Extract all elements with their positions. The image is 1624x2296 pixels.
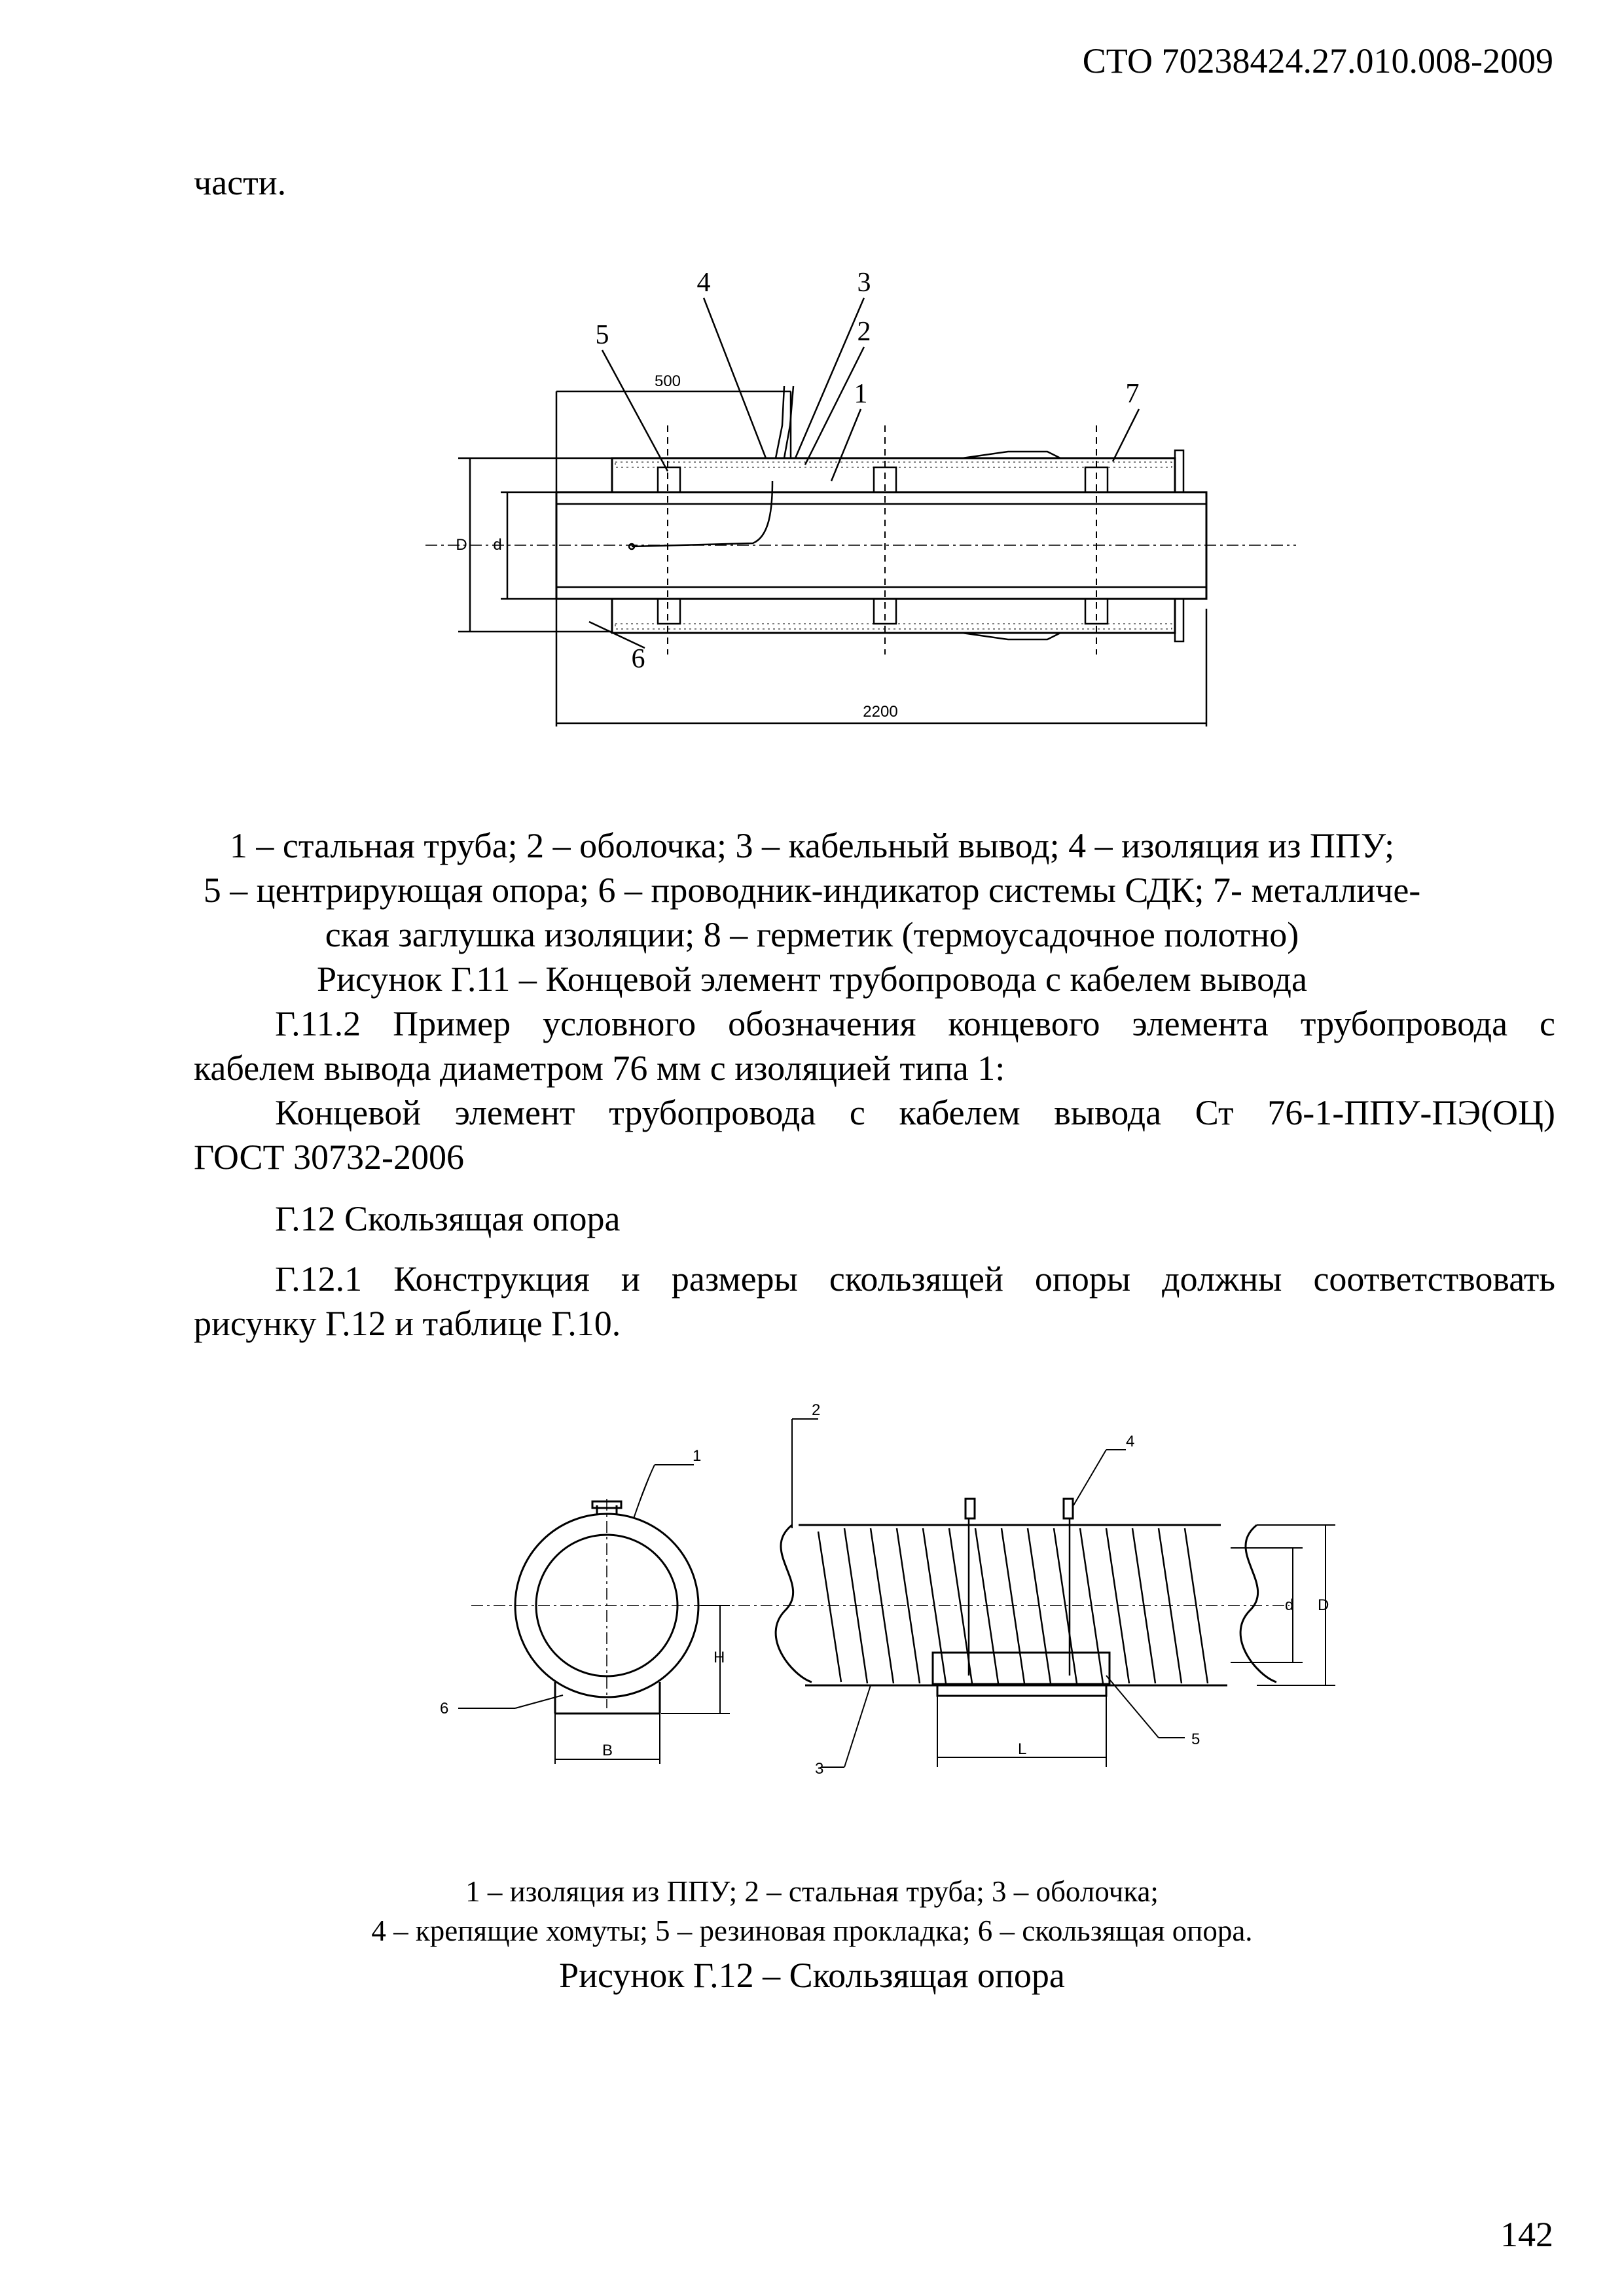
document-code-header: СТО 70238424.27.010.008-2009 (1082, 41, 1553, 81)
fig11-legend-line-2: 5 – центрирующая опора; 6 – проводник-индикатор системы СДК; 7- металличе- (203, 870, 1421, 910)
fig12-callout-5: 5 (1191, 1731, 1200, 1748)
fig11-dim-d: d (493, 536, 502, 554)
fig12-dim-B: B (602, 1742, 613, 1759)
para-g112-line-2: кабелем вывода диаметром 76 мм с изоляцией типа 1: (194, 1049, 1005, 1088)
fig12-callout-1: 1 (693, 1447, 702, 1465)
para-example-line-1: Концевой элемент трубопровода с кабелем вывода Ст 76-1-ППУ-ПЭ(ОЦ) (275, 1093, 1555, 1132)
fig11-legend-line-1: 1 – стальная труба; 2 – оболочка; 3 – кабельный вывод; 4 – изоляция из ППУ; (229, 826, 1395, 865)
fig11-dim-500: 500 (654, 372, 681, 390)
fig12-dim-H: H (713, 1649, 725, 1666)
fig11-callout-7: 7 (1125, 379, 1140, 409)
fig11-callout-3: 3 (857, 268, 871, 298)
figure-g11-drawing (419, 262, 1309, 746)
fig11-callout-5: 5 (595, 320, 609, 350)
fig12-callout-4: 4 (1126, 1433, 1135, 1450)
fig12-callout-3: 3 (815, 1760, 824, 1778)
para-g112-line-1: Г.11.2 Пример условного обозначения концевого элемента трубопровода с (275, 1004, 1555, 1043)
fig12-callout-6: 6 (440, 1700, 449, 1717)
para-g121-line-2: рисунку Г.12 и таблице Г.10. (194, 1304, 621, 1343)
page-number: 142 (1500, 2215, 1553, 2254)
section-g12-heading: Г.12 Скользящая опора (275, 1199, 621, 1238)
continuation-text: части. (194, 163, 287, 202)
fig11-callout-1: 1 (854, 379, 868, 409)
fig12-legend-line-1: 1 – изоляция из ППУ; 2 – стальная труба; 3 – оболочка; (465, 1875, 1159, 1908)
fig12-legend-line-2: 4 – крепящие хомуты; 5 – резиновая прокладка; 6 – скользящая опора. (371, 1914, 1253, 1947)
fig12-caption: Рисунок Г.12 – Скользящая опора (559, 1956, 1065, 1995)
fig11-caption: Рисунок Г.11 – Концевой элемент трубопровода с кабелем вывода (316, 960, 1307, 999)
fig11-legend-line-3: ская заглушка изоляции; 8 – герметик (термоусадочное полотно) (325, 915, 1299, 954)
para-example-line-2: ГОСТ 30732-2006 (194, 1138, 465, 1177)
fig12-dim-d: d (1285, 1596, 1294, 1614)
fig11-dim-2200: 2200 (863, 703, 898, 721)
fig12-dim-D: D (1318, 1596, 1329, 1614)
figure-g12-drawing (406, 1394, 1375, 1800)
fig12-callout-2: 2 (812, 1401, 821, 1419)
fig11-callout-2: 2 (857, 317, 871, 347)
fig11-callout-4: 4 (696, 268, 711, 298)
fig12-dim-L: L (1018, 1740, 1027, 1758)
para-g121-line-1: Г.12.1 Конструкция и размеры скользящей опоры должны соответствовать (275, 1259, 1555, 1299)
fig11-callout-6: 6 (631, 644, 645, 674)
fig11-dim-D: D (456, 536, 467, 554)
